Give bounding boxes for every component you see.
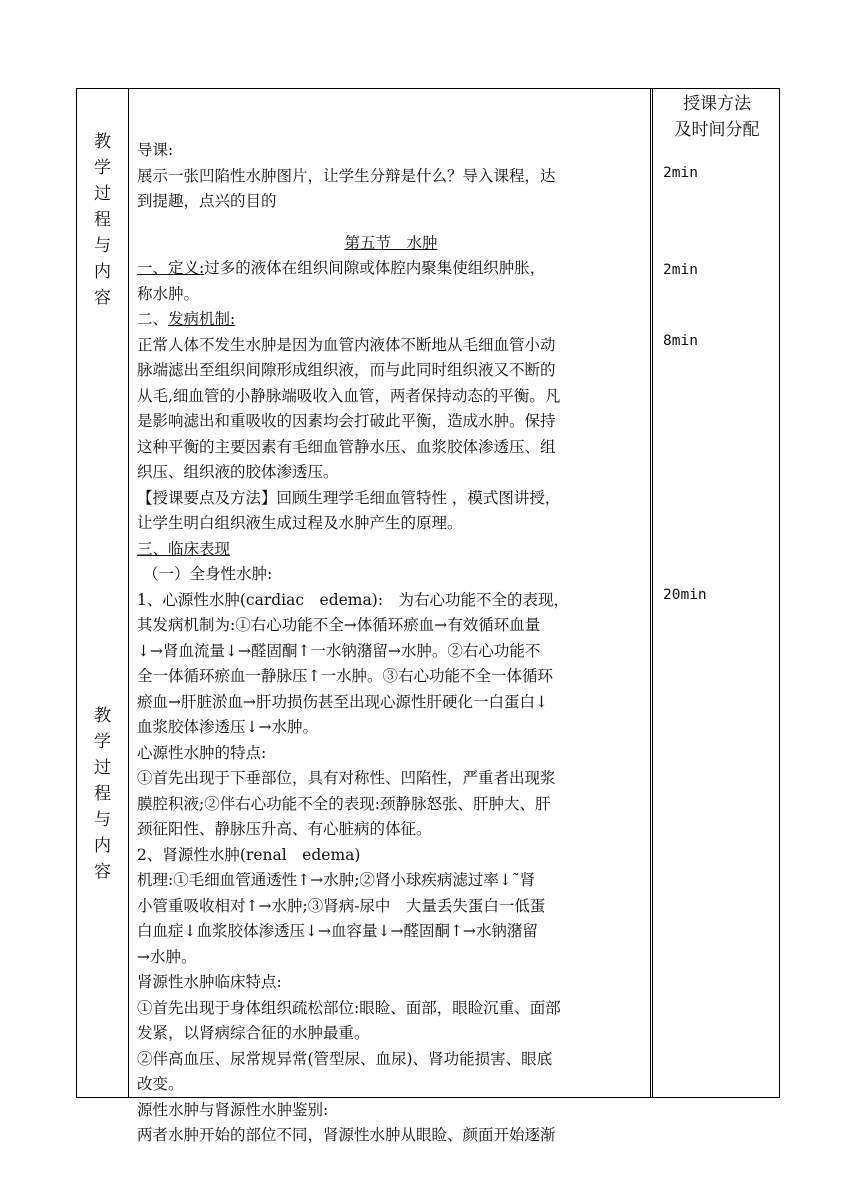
time-allocation: 8min: [663, 333, 698, 349]
text-line: 白血症↓血浆胶体渗透压↓→血容量↓→醛固酮↑→水钠潴留: [137, 922, 538, 940]
text-line: 展示一张凹陷性水肿图片，让学生分辩是什么？导入课程，达: [137, 166, 556, 185]
mechanism-heading: 发病机制:: [168, 310, 236, 328]
time-column: [655, 89, 779, 1097]
text-line: ①首先出现于身体组织疏松部位:眼睑、面部，眼睑沉重、面部: [137, 998, 561, 1017]
text-line: 从毛,细血管的小静脉端吸收入血管，两者保持动态的平衡。凡: [137, 386, 561, 405]
method-time-header: 授课方法 及时间分配: [674, 94, 760, 140]
column-divider: [652, 89, 653, 1097]
text-line: 颈征阳性、静脉压升高、有心脏病的体征。: [137, 820, 432, 838]
text-line: 全一体循环瘀血一静脉压↑一水肿。③右心功能不全一体循环: [137, 667, 553, 685]
text-line: →水肿。: [137, 947, 197, 966]
column-divider: [128, 89, 129, 1097]
clinical-heading: 三、临床表现: [137, 539, 231, 558]
text-line: 让学生明白组织液生成过程及水肿产生的原理。: [137, 514, 463, 532]
text-line: 改变。: [137, 1075, 184, 1093]
text-line: 其发病机制为:①右心功能不全→体循环瘀血→有效循环血量: [137, 616, 541, 634]
mechanism-heading-line: 二、发病机制:: [137, 310, 236, 328]
text-line: 机理:①毛细血管通透性↑→水肿;②肾小球疾病滤过率↓˜肾: [137, 871, 536, 889]
side-label-top: 教 学 过 程 与 内 容: [94, 132, 111, 308]
time-allocation: 20min: [663, 587, 707, 603]
text-line: 导课:: [137, 141, 174, 159]
text-line: ②伴高血压、尿常规异常(管型尿、血尿)、肾功能损害、眼底: [137, 1049, 553, 1068]
text-line: 【授课要点及方法】回顾生理学毛细血管特性 ，模式图讲授，: [137, 488, 561, 507]
text-line: 1、心源性水肿(cardiac edema): 为右心功能不全的表现，: [137, 590, 570, 609]
text-line: 到提趣，点兴的目的: [137, 192, 277, 210]
text-line: 脉端滤出至组织间隙形成组织液，而与此同时组织液又不断的: [137, 361, 556, 379]
time-allocation: 2min: [663, 262, 698, 278]
text-line: 心源性水肿的特点:: [137, 743, 267, 762]
text-line: 发紧，以肾病综合征的水肿最重。: [137, 1024, 370, 1042]
section-title: 第五节 水肿: [344, 233, 438, 252]
spacer: [137, 215, 645, 231]
text-line: 膜腔积液;②伴右心功能不全的表现:颈静脉怒张、肝肿大、肝: [137, 794, 551, 813]
text-line: （一）全身性水肿:: [143, 565, 273, 583]
text-line: 小管重吸收相对↑→水肿;③肾病-尿中 大量丢失蛋白一低蛋: [137, 896, 546, 915]
text-line: 血浆胶体渗透压↓→水肿。: [137, 718, 318, 736]
text-line: 源性水肿与肾源性水肿鉴别:: [137, 1100, 329, 1119]
text-line: 正常人体不发生水肿是因为血管内液体不断地从毛细血管小动: [137, 335, 556, 354]
side-label-bottom: 教 学 过 程 与 内 容: [94, 706, 111, 882]
definition-heading: 一、定义:: [137, 259, 205, 277]
time-allocation: 2min: [663, 165, 698, 181]
text-line: ①首先出现于下垂部位，具有对称性、凹陷性，严重者出现浆: [137, 769, 556, 787]
text-line: ↓→肾血流量↓→醛固酮↑一水钠潴留→水肿。②右心功能不: [137, 641, 541, 660]
text-line: 是影响滤出和重吸收的因素均会打破此平衡，造成水肿。保持: [137, 412, 556, 430]
lesson-content: [137, 138, 645, 1149]
text-line: 织压、组织液的胶体渗透压。: [137, 463, 339, 481]
text-line: 称水肿。: [137, 284, 200, 303]
text-line: 肾源性水肿临床特点:: [137, 973, 282, 991]
definition-line: 一、定义:过多的液体在组织间隙或体腔内聚集使组织肿胀，: [137, 259, 546, 277]
text-line: 两者水肿开始的部位不同，肾源性水肿从眼睑、颜面开始逐渐: [137, 1126, 556, 1144]
text-line: 这种平衡的主要因素有毛细血管静水压、血浆胶体渗透压、组: [137, 437, 556, 456]
lesson-table: [76, 88, 780, 1144]
text-line: 瘀血→肝脏淤血→肝功损伤甚至出现心源性肝硬化一白蛋白↓: [137, 692, 548, 711]
text-line: 2、肾源性水肿(renal edema): [137, 845, 361, 864]
column-divider: [650, 89, 651, 1097]
